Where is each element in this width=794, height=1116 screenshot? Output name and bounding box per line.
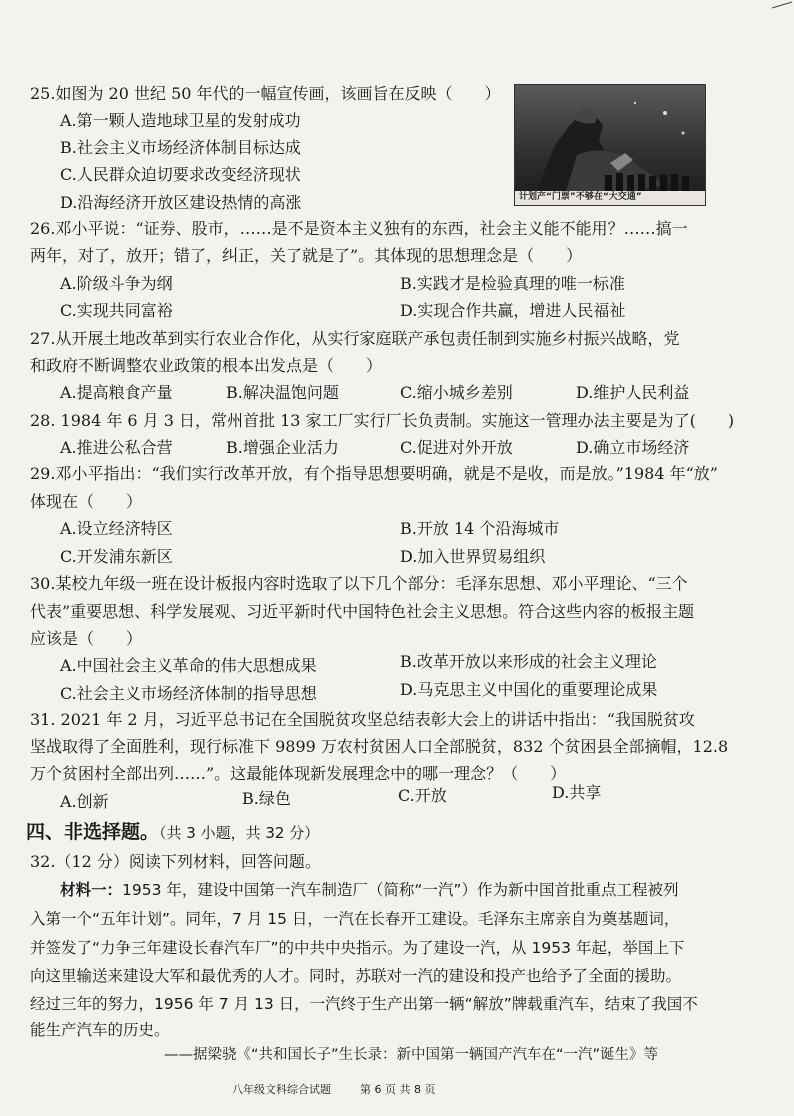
q31-stem-line1: 31. 2021 年 2 月，习近平总书记在全国脱贫攻坚总结表彰大会上的讲话中指出：“我国脱贫攻 bbox=[30, 710, 695, 729]
q32-source: ——据梁骁《“共和国长子”生长录：新中国第一辆国产汽车在“一汽”诞生》等 bbox=[164, 1047, 659, 1063]
q32-material-line1 bbox=[60, 880, 678, 900]
q31-option-d: D.共享 bbox=[552, 783, 602, 802]
q26-option-c: C.实现共同富裕 bbox=[60, 301, 173, 320]
q31-option-a: A.创新 bbox=[60, 792, 109, 811]
q32-material-line2: 入第一个“五年计划”。同年，7 月 15 日，一汽在长春开工建设。毛泽东主席亲自为奠基题词， bbox=[30, 910, 680, 928]
q32-material-line3: 并签发了“力争三年建设长春汽车厂”的中共中央指示。为了建设一汽，从 1953 年起，举国上下 bbox=[30, 939, 685, 957]
footer-page-number: 第 6 页 共 8 页 bbox=[360, 1083, 436, 1096]
q27-option-c: C.缩小城乡差别 bbox=[400, 383, 513, 402]
q28-stem: 28. 1984 年 6 月 3 日，常州首批 13 家工厂实行厂长负责制。实施这一管理办法主要是为了( ) bbox=[30, 411, 735, 430]
q30-option-c: C.社会主义市场经济体制的指导思想 bbox=[60, 684, 317, 703]
q30-stem-line3: 应该是（ ） bbox=[30, 629, 143, 648]
q25-option-c: C.人民群众迫切要求改变经济现状 bbox=[60, 165, 301, 184]
q32-material-line4: 向这里输送来建设大军和最优秀的人才。同时，苏联对一汽的建设和投产也给予了全面的援助。 bbox=[30, 967, 682, 985]
q30-option-d: D.马克思主义中国化的重要理论成果 bbox=[400, 680, 658, 699]
q27-option-b: B.解决温饱问题 bbox=[226, 383, 339, 402]
q32-intro: 32.（12 分）阅读下列材料，回答问题。 bbox=[30, 852, 321, 871]
q26-stem-line2: 两年，对了，放开；错了，纠正，关了就是了”。其体现的思想理念是（ ） bbox=[30, 246, 583, 265]
q32-material-line5: 经过三年的努力，1956 年 7 月 13 日，一汽终于生产出第一辆“解放”牌载重汽车，结束了我国不 bbox=[30, 995, 698, 1013]
page-corner-mark bbox=[770, 0, 794, 10]
q27-stem-line2: 和政府不断调整农业政策的根本出发点是（ ） bbox=[30, 356, 383, 375]
q25-option-d: D.沿海经济开放区建设热情的高涨 bbox=[60, 193, 302, 212]
q32-material-line1-text: 1953 年，建设中国第一汽车制造厂（简称“一汽”）作为新中国首批重点工程被列 bbox=[122, 881, 679, 899]
q30-option-a: A.中国社会主义革命的伟大思想成果 bbox=[60, 656, 317, 675]
q25-option-b: B.社会主义市场经济体制目标达成 bbox=[60, 138, 301, 157]
q27-stem-line1: 27.从开展土地改革到实行农业合作化，从实行家庭联产承包责任制到实施乡村振兴战略，党 bbox=[30, 329, 680, 348]
q26-option-d: D.实现合作共赢，增进人民福祉 bbox=[400, 301, 626, 320]
section-title-note: （共 3 小题，共 32 分） bbox=[159, 824, 320, 842]
q29-option-a: A.设立经济特区 bbox=[60, 519, 173, 538]
poster-caption: 计划产“门票”不够在“大交通” bbox=[519, 192, 642, 202]
q27-option-d: D.维护人民利益 bbox=[576, 383, 690, 402]
q26-stem-line1: 26.邓小平说：“证券、股市，……是不是资本主义独有的东西，社会主义能不能用？……搞一 bbox=[30, 219, 688, 238]
q28-option-a: A.推进公私合营 bbox=[60, 438, 173, 457]
section-title bbox=[26, 821, 319, 844]
q31-option-c: C.开放 bbox=[398, 786, 447, 805]
q30-stem-line1: 30.某校九年级一班在设计板报内容时选取了以下几个部分：毛泽东思想、邓小平理论、“三个 bbox=[30, 574, 688, 593]
q29-option-c: C.开发浦东新区 bbox=[60, 547, 173, 566]
q28-option-b: B.增强企业活力 bbox=[226, 438, 339, 457]
section-title-main: 四、非选择题。 bbox=[26, 821, 160, 843]
q30-option-b: B.改革开放以来形成的社会主义理论 bbox=[400, 652, 657, 671]
q28-option-d: D.确立市场经济 bbox=[576, 438, 690, 457]
q26-option-b: B.实践才是检验真理的唯一标准 bbox=[400, 274, 625, 293]
q32-material-line6: 能生产汽车的历史。 bbox=[30, 1021, 170, 1039]
propaganda-poster-image bbox=[514, 84, 706, 206]
q27-option-a: A.提高粮食产量 bbox=[60, 383, 173, 402]
q28-option-c: C.促进对外开放 bbox=[400, 438, 513, 457]
q26-option-a: A.阶级斗争为纲 bbox=[60, 274, 173, 293]
q29-option-d: D.加入世界贸易组织 bbox=[400, 547, 546, 566]
q31-option-b: B.绿色 bbox=[242, 789, 291, 808]
q29-option-b: B.开放 14 个沿海城市 bbox=[400, 519, 560, 538]
q31-stem-line3: 万个贫困村全部出列……”。这最能体现新发展理念中的哪一理念？（ ） bbox=[30, 764, 567, 783]
q29-stem-line2: 体现在（ ） bbox=[30, 492, 143, 511]
q30-stem-line2: 代表”重要思想、科学发展观、习近平新时代中国特色社会主义思想。符合这些内容的板报主题 bbox=[30, 602, 695, 621]
footer-exam-title: 八年级文科综合试题 bbox=[232, 1083, 331, 1096]
q29-stem-line1: 29.邓小平指出：“我们实行改革开放，有个指导思想要明确，就是不是收，而是放。”1984 年“放” bbox=[30, 464, 718, 483]
q32-material-label: 材料一： bbox=[60, 881, 123, 899]
q25-option-a: A.第一颗人造地球卫星的发射成功 bbox=[60, 111, 301, 130]
q25-stem: 25.如图为 20 世纪 50 年代的一幅宣传画，该画旨在反映（ ） bbox=[30, 84, 501, 103]
q31-stem-line2: 坚战取得了全面胜利，现行标准下 9899 万农村贫困人口全部脱贫，832 个贫困县全部摘帽，12.8 bbox=[30, 737, 729, 756]
